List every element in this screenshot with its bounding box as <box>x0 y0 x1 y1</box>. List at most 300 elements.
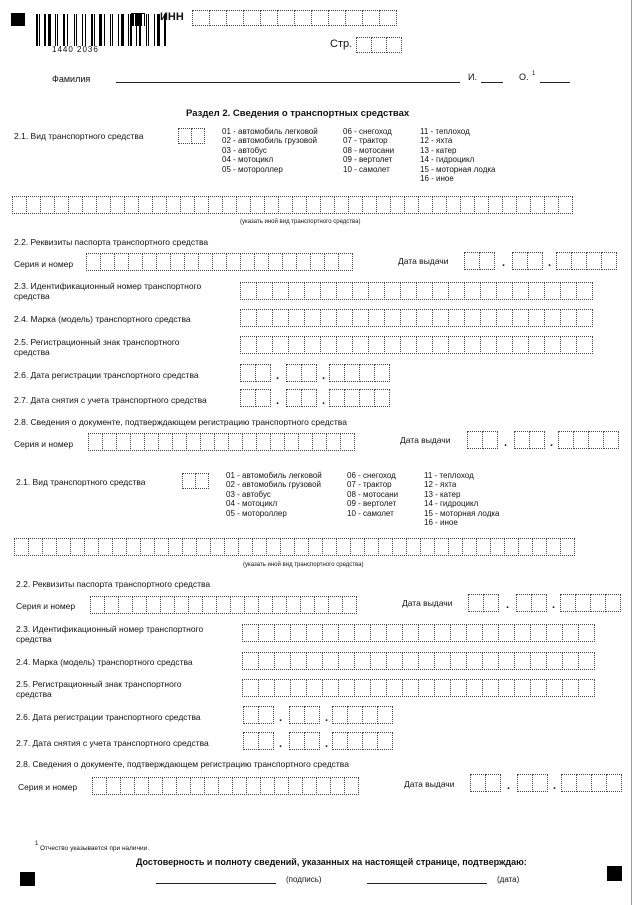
input-cell[interactable] <box>272 336 289 354</box>
input-cell[interactable] <box>14 538 29 556</box>
input-cell[interactable] <box>516 196 531 214</box>
input-cell[interactable] <box>528 282 545 300</box>
input-cell[interactable] <box>311 10 329 26</box>
input-cell[interactable] <box>226 253 241 271</box>
input-cell[interactable] <box>106 777 121 795</box>
input-cell[interactable] <box>376 196 391 214</box>
input-cell[interactable] <box>340 433 355 451</box>
input-cell[interactable] <box>84 538 99 556</box>
input-cell[interactable] <box>464 252 480 270</box>
input-cell[interactable] <box>243 10 261 26</box>
reg-date-year[interactable] <box>332 706 392 724</box>
input-cell[interactable] <box>558 196 573 214</box>
input-cell[interactable] <box>354 679 371 697</box>
input-cell[interactable] <box>432 336 449 354</box>
surname-line[interactable] <box>116 82 460 83</box>
input-cell[interactable] <box>238 538 253 556</box>
input-cell[interactable] <box>272 309 289 327</box>
input-cell[interactable] <box>344 777 359 795</box>
doc-issue-month[interactable] <box>514 431 544 449</box>
input-cell[interactable] <box>470 774 486 792</box>
input-cell[interactable] <box>512 336 529 354</box>
input-cell[interactable] <box>260 777 275 795</box>
input-cell[interactable] <box>384 309 401 327</box>
input-cell[interactable] <box>400 309 417 327</box>
input-cell[interactable] <box>517 774 533 792</box>
input-cell[interactable] <box>416 336 433 354</box>
input-cell[interactable] <box>336 336 353 354</box>
input-cell[interactable] <box>278 196 293 214</box>
input-cell[interactable] <box>544 336 561 354</box>
input-cell[interactable] <box>344 389 360 407</box>
input-cell[interactable] <box>400 282 417 300</box>
input-cell[interactable] <box>504 538 519 556</box>
input-cell[interactable] <box>420 538 435 556</box>
input-cell[interactable] <box>588 431 604 449</box>
input-cell[interactable] <box>304 706 320 724</box>
page-number-field[interactable] <box>356 37 401 53</box>
input-cell[interactable] <box>256 336 273 354</box>
input-cell[interactable] <box>590 594 606 612</box>
passport-issue-day[interactable] <box>464 252 494 270</box>
input-cell[interactable] <box>240 309 257 327</box>
input-cell[interactable] <box>112 538 127 556</box>
input-cell[interactable] <box>306 196 321 214</box>
input-cell[interactable] <box>434 538 449 556</box>
input-cell[interactable] <box>480 336 497 354</box>
input-cell[interactable] <box>178 128 192 144</box>
input-cell[interactable] <box>512 309 529 327</box>
brand-field[interactable] <box>240 309 592 327</box>
input-cell[interactable] <box>114 253 129 271</box>
input-cell[interactable] <box>368 309 385 327</box>
input-cell[interactable] <box>460 196 475 214</box>
input-cell[interactable] <box>320 336 337 354</box>
input-cell[interactable] <box>496 309 513 327</box>
input-cell[interactable] <box>556 252 572 270</box>
passport-issue-month[interactable] <box>512 252 542 270</box>
input-cell[interactable] <box>448 282 465 300</box>
input-cell[interactable] <box>289 732 305 750</box>
input-cell[interactable] <box>546 538 561 556</box>
passport-issue-month[interactable] <box>516 594 546 612</box>
input-cell[interactable] <box>322 538 337 556</box>
input-cell[interactable] <box>240 282 257 300</box>
input-cell[interactable] <box>152 196 167 214</box>
input-cell[interactable] <box>322 624 339 642</box>
input-cell[interactable] <box>336 309 353 327</box>
input-cell[interactable] <box>482 431 498 449</box>
input-cell[interactable] <box>132 596 147 614</box>
input-cell[interactable] <box>290 679 307 697</box>
input-cell[interactable] <box>328 10 346 26</box>
doc-issue-month[interactable] <box>517 774 547 792</box>
input-cell[interactable] <box>578 624 595 642</box>
input-cell[interactable] <box>345 10 363 26</box>
dereg-date-year[interactable] <box>332 732 392 750</box>
input-cell[interactable] <box>532 538 547 556</box>
input-cell[interactable] <box>266 538 281 556</box>
input-cell[interactable] <box>418 652 435 670</box>
input-cell[interactable] <box>216 596 231 614</box>
input-cell[interactable] <box>354 624 371 642</box>
input-cell[interactable] <box>354 652 371 670</box>
input-cell[interactable] <box>498 652 515 670</box>
doc-issue-day[interactable] <box>470 774 500 792</box>
input-cell[interactable] <box>304 336 321 354</box>
input-cell[interactable] <box>390 196 405 214</box>
input-cell[interactable] <box>202 596 217 614</box>
input-cell[interactable] <box>347 732 363 750</box>
input-cell[interactable] <box>576 774 592 792</box>
input-cell[interactable] <box>338 652 355 670</box>
input-cell[interactable] <box>418 679 435 697</box>
input-cell[interactable] <box>316 777 331 795</box>
input-cell[interactable] <box>240 389 256 407</box>
input-cell[interactable] <box>214 433 229 451</box>
input-cell[interactable] <box>288 309 305 327</box>
input-cell[interactable] <box>286 364 302 382</box>
input-cell[interactable] <box>544 309 561 327</box>
input-cell[interactable] <box>286 596 301 614</box>
input-cell[interactable] <box>605 594 621 612</box>
input-cell[interactable] <box>126 538 141 556</box>
input-cell[interactable] <box>379 10 397 26</box>
input-cell[interactable] <box>184 253 199 271</box>
input-cell[interactable] <box>258 596 273 614</box>
input-cell[interactable] <box>298 433 313 451</box>
input-cell[interactable] <box>256 282 273 300</box>
input-cell[interactable] <box>384 282 401 300</box>
input-cell[interactable] <box>228 433 243 451</box>
input-cell[interactable] <box>329 364 345 382</box>
passport-series-field[interactable] <box>86 253 352 271</box>
input-cell[interactable] <box>218 777 233 795</box>
dereg-date-day[interactable] <box>243 732 273 750</box>
input-cell[interactable] <box>322 652 339 670</box>
input-cell[interactable] <box>344 364 360 382</box>
input-cell[interactable] <box>310 253 325 271</box>
input-cell[interactable] <box>240 336 257 354</box>
input-cell[interactable] <box>562 652 579 670</box>
input-cell[interactable] <box>362 10 380 26</box>
input-cell[interactable] <box>54 196 69 214</box>
input-cell[interactable] <box>196 538 211 556</box>
input-cell[interactable] <box>576 336 593 354</box>
input-cell[interactable] <box>514 652 531 670</box>
input-cell[interactable] <box>242 433 257 451</box>
input-cell[interactable] <box>286 389 302 407</box>
input-cell[interactable] <box>392 538 407 556</box>
input-cell[interactable] <box>370 624 387 642</box>
input-cell[interactable] <box>90 596 105 614</box>
input-cell[interactable] <box>252 538 267 556</box>
input-cell[interactable] <box>312 433 327 451</box>
input-cell[interactable] <box>482 679 499 697</box>
input-cell[interactable] <box>210 538 225 556</box>
input-cell[interactable] <box>558 431 574 449</box>
doc-issue-year[interactable] <box>561 774 621 792</box>
input-cell[interactable] <box>328 596 343 614</box>
date-line[interactable] <box>367 883 487 884</box>
input-cell[interactable] <box>560 282 577 300</box>
reg-date-day[interactable] <box>243 706 273 724</box>
input-cell[interactable] <box>338 624 355 642</box>
input-cell[interactable] <box>368 282 385 300</box>
input-cell[interactable] <box>144 433 159 451</box>
input-cell[interactable] <box>450 652 467 670</box>
input-cell[interactable] <box>195 473 209 489</box>
input-cell[interactable] <box>240 253 255 271</box>
input-cell[interactable] <box>448 538 463 556</box>
input-cell[interactable] <box>209 10 227 26</box>
input-cell[interactable] <box>371 37 387 53</box>
input-cell[interactable] <box>288 336 305 354</box>
input-cell[interactable] <box>591 774 607 792</box>
input-cell[interactable] <box>222 196 237 214</box>
input-cell[interactable] <box>174 596 189 614</box>
input-cell[interactable] <box>516 594 532 612</box>
input-cell[interactable] <box>498 679 515 697</box>
input-cell[interactable] <box>288 282 305 300</box>
input-cell[interactable] <box>268 253 283 271</box>
input-cell[interactable] <box>332 706 348 724</box>
input-cell[interactable] <box>92 777 107 795</box>
input-cell[interactable] <box>362 196 377 214</box>
input-cell[interactable] <box>386 624 403 642</box>
input-cell[interactable] <box>512 252 528 270</box>
input-cell[interactable] <box>301 364 317 382</box>
input-cell[interactable] <box>418 196 433 214</box>
input-cell[interactable] <box>482 652 499 670</box>
input-cell[interactable] <box>288 777 303 795</box>
input-cell[interactable] <box>562 624 579 642</box>
input-cell[interactable] <box>272 596 287 614</box>
input-cell[interactable] <box>546 679 563 697</box>
input-cell[interactable] <box>528 309 545 327</box>
input-cell[interactable] <box>560 594 576 612</box>
input-cell[interactable] <box>448 309 465 327</box>
input-cell[interactable] <box>204 777 219 795</box>
input-cell[interactable] <box>120 777 135 795</box>
input-cell[interactable] <box>496 336 513 354</box>
input-cell[interactable] <box>70 538 85 556</box>
input-cell[interactable] <box>488 196 503 214</box>
input-cell[interactable] <box>246 777 261 795</box>
passport-issue-year[interactable] <box>560 594 620 612</box>
input-cell[interactable] <box>378 538 393 556</box>
input-cell[interactable] <box>432 309 449 327</box>
input-cell[interactable] <box>560 309 577 327</box>
input-cell[interactable] <box>258 679 275 697</box>
input-cell[interactable] <box>418 624 435 642</box>
input-cell[interactable] <box>561 774 577 792</box>
input-cell[interactable] <box>250 196 265 214</box>
input-cell[interactable] <box>348 196 363 214</box>
input-cell[interactable] <box>270 433 285 451</box>
reg-sign-field[interactable] <box>242 679 594 697</box>
input-cell[interactable] <box>374 364 390 382</box>
input-cell[interactable] <box>448 336 465 354</box>
input-cell[interactable] <box>274 624 291 642</box>
input-cell[interactable] <box>578 679 595 697</box>
input-cell[interactable] <box>292 196 307 214</box>
input-cell[interactable] <box>314 596 329 614</box>
input-cell[interactable] <box>485 774 501 792</box>
input-cell[interactable] <box>82 196 97 214</box>
input-cell[interactable] <box>243 732 259 750</box>
input-cell[interactable] <box>256 433 271 451</box>
doc-series-field[interactable] <box>92 777 358 795</box>
input-cell[interactable] <box>243 706 259 724</box>
input-cell[interactable] <box>324 253 339 271</box>
passport-series-field[interactable] <box>90 596 356 614</box>
input-cell[interactable] <box>290 652 307 670</box>
input-cell[interactable] <box>432 282 449 300</box>
input-cell[interactable] <box>104 596 119 614</box>
input-cell[interactable] <box>274 679 291 697</box>
input-cell[interactable] <box>192 10 210 26</box>
input-cell[interactable] <box>306 624 323 642</box>
input-cell[interactable] <box>258 652 275 670</box>
input-cell[interactable] <box>208 196 223 214</box>
input-cell[interactable] <box>296 253 311 271</box>
input-cell[interactable] <box>304 309 321 327</box>
input-cell[interactable] <box>546 652 563 670</box>
input-cell[interactable] <box>529 431 545 449</box>
input-cell[interactable] <box>334 196 349 214</box>
input-cell[interactable] <box>603 431 619 449</box>
dereg-date-month[interactable] <box>286 389 316 407</box>
input-cell[interactable] <box>148 777 163 795</box>
passport-issue-year[interactable] <box>556 252 616 270</box>
input-cell[interactable] <box>575 594 591 612</box>
input-cell[interactable] <box>434 679 451 697</box>
input-cell[interactable] <box>56 538 71 556</box>
input-cell[interactable] <box>359 364 375 382</box>
input-cell[interactable] <box>200 433 215 451</box>
reg-date-month[interactable] <box>286 364 316 382</box>
input-cell[interactable] <box>400 336 417 354</box>
input-cell[interactable] <box>100 253 115 271</box>
input-cell[interactable] <box>386 652 403 670</box>
input-cell[interactable] <box>168 538 183 556</box>
input-cell[interactable] <box>230 596 245 614</box>
input-cell[interactable] <box>512 282 529 300</box>
input-cell[interactable] <box>329 389 345 407</box>
input-cell[interactable] <box>466 679 483 697</box>
input-cell[interactable] <box>320 309 337 327</box>
input-cell[interactable] <box>480 282 497 300</box>
input-cell[interactable] <box>258 732 274 750</box>
input-cell[interactable] <box>308 538 323 556</box>
input-cell[interactable] <box>134 777 149 795</box>
input-cell[interactable] <box>68 196 83 214</box>
input-cell[interactable] <box>527 252 543 270</box>
input-cell[interactable] <box>338 679 355 697</box>
input-cell[interactable] <box>368 336 385 354</box>
brand-field[interactable] <box>242 652 594 670</box>
input-cell[interactable] <box>116 433 131 451</box>
dereg-date-year[interactable] <box>329 389 389 407</box>
vin-field[interactable] <box>242 624 594 642</box>
input-cell[interactable] <box>416 309 433 327</box>
input-cell[interactable] <box>188 596 203 614</box>
input-cell[interactable] <box>466 652 483 670</box>
input-cell[interactable] <box>156 253 171 271</box>
input-cell[interactable] <box>482 624 499 642</box>
input-cell[interactable] <box>546 624 563 642</box>
input-cell[interactable] <box>377 706 393 724</box>
input-cell[interactable] <box>406 538 421 556</box>
reg-date-year[interactable] <box>329 364 389 382</box>
input-cell[interactable] <box>352 309 369 327</box>
input-cell[interactable] <box>483 594 499 612</box>
input-cell[interactable] <box>518 538 533 556</box>
input-cell[interactable] <box>576 309 593 327</box>
input-cell[interactable] <box>166 196 181 214</box>
input-cell[interactable] <box>118 596 133 614</box>
input-cell[interactable] <box>102 433 117 451</box>
input-cell[interactable] <box>338 253 353 271</box>
input-cell[interactable] <box>180 196 195 214</box>
input-cell[interactable] <box>530 679 547 697</box>
input-cell[interactable] <box>242 652 259 670</box>
input-cell[interactable] <box>304 732 320 750</box>
input-cell[interactable] <box>98 538 113 556</box>
initial-o-line[interactable] <box>540 82 570 83</box>
input-cell[interactable] <box>576 282 593 300</box>
input-cell[interactable] <box>336 538 351 556</box>
input-cell[interactable] <box>496 282 513 300</box>
input-cell[interactable] <box>198 253 213 271</box>
input-cell[interactable] <box>274 777 289 795</box>
input-cell[interactable] <box>352 282 369 300</box>
input-cell[interactable] <box>170 253 185 271</box>
input-cell[interactable] <box>282 253 297 271</box>
input-cell[interactable] <box>330 777 345 795</box>
input-cell[interactable] <box>186 433 201 451</box>
input-cell[interactable] <box>86 253 101 271</box>
input-cell[interactable] <box>466 624 483 642</box>
inn-field[interactable] <box>192 10 396 26</box>
input-cell[interactable] <box>146 596 161 614</box>
input-cell[interactable] <box>370 652 387 670</box>
input-cell[interactable] <box>432 196 447 214</box>
input-cell[interactable] <box>306 679 323 697</box>
input-cell[interactable] <box>352 336 369 354</box>
reg-date-month[interactable] <box>289 706 319 724</box>
input-cell[interactable] <box>289 706 305 724</box>
input-cell[interactable] <box>374 389 390 407</box>
input-cell[interactable] <box>272 282 289 300</box>
input-cell[interactable] <box>176 777 191 795</box>
input-cell[interactable] <box>479 252 495 270</box>
input-cell[interactable] <box>274 652 291 670</box>
input-cell[interactable] <box>212 253 227 271</box>
dereg-date-month[interactable] <box>289 732 319 750</box>
input-cell[interactable] <box>514 624 531 642</box>
input-cell[interactable] <box>446 196 461 214</box>
input-cell[interactable] <box>370 679 387 697</box>
signature-line[interactable] <box>156 883 276 884</box>
input-cell[interactable] <box>464 336 481 354</box>
input-cell[interactable] <box>26 196 41 214</box>
input-cell[interactable] <box>306 652 323 670</box>
input-cell[interactable] <box>467 431 483 449</box>
input-cell[interactable] <box>514 431 530 449</box>
input-cell[interactable] <box>226 10 244 26</box>
